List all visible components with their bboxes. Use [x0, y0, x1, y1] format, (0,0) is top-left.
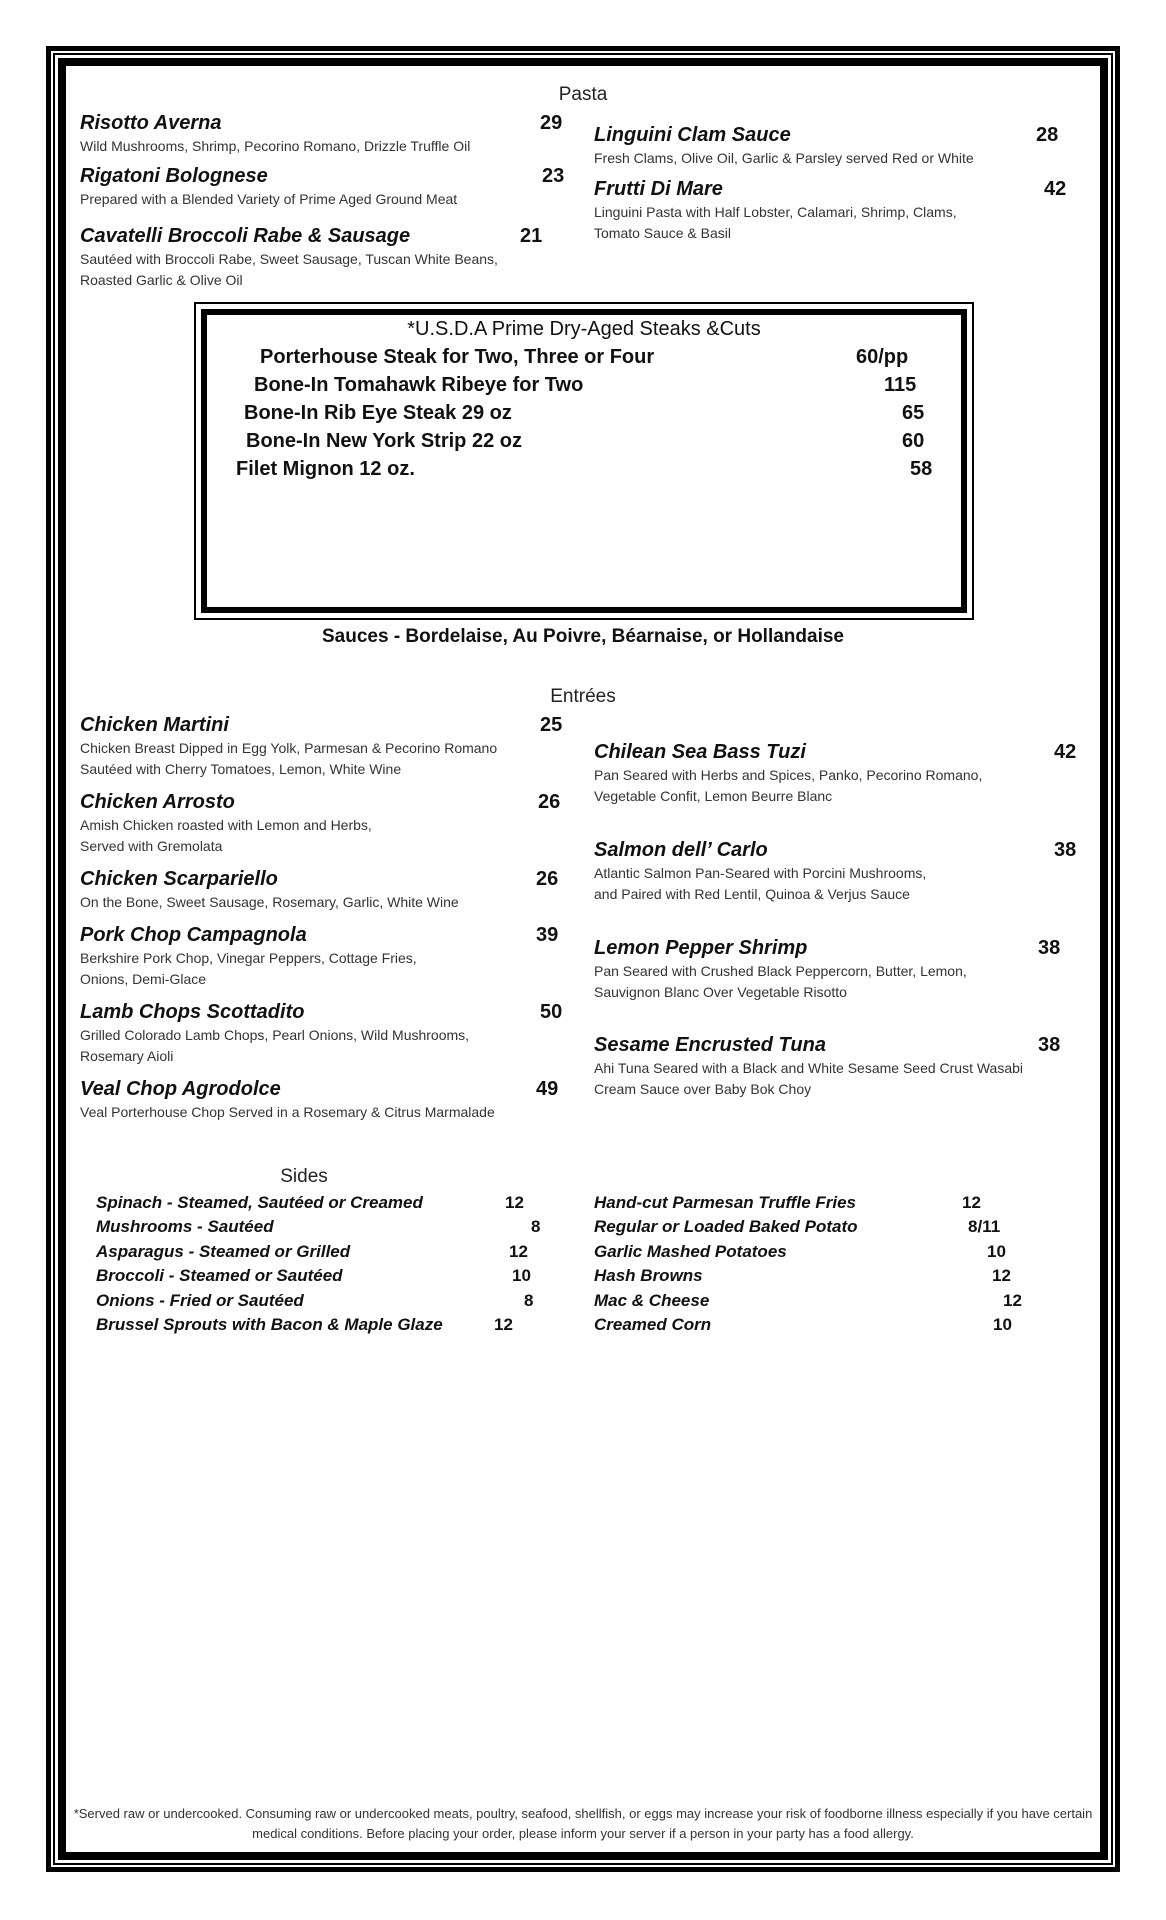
side-price: 12 — [992, 1266, 1011, 1285]
side-price: 10 — [993, 1315, 1012, 1334]
item-description: On the Bone, Sweet Sausage, Rosemary, Garlic, White Wine — [80, 894, 459, 910]
side-name: Creamed Corn — [594, 1315, 712, 1334]
side-price: 12 — [962, 1193, 981, 1212]
item-name: Salmon dell’ Carlo — [594, 839, 768, 861]
item-name: Rigatoni Bolognese — [80, 165, 268, 187]
item-description: Chicken Breast Dipped in Egg Yolk, Parmesan & Pecorino Romano Sautéed with Cherry Tomatoes, Lemon, White Wine — [80, 740, 498, 777]
item-description: Prepared with a Blended Variety of Prime Aged Ground Meat — [80, 191, 458, 207]
steak-price: 65 — [902, 402, 925, 424]
item-description: Pan Seared with Crushed Black Peppercorn, Butter, Lemon, Sauvignon Blanc Over Vegetable Risotto — [594, 963, 967, 1000]
side-name: Asparagus - Steamed or Grilled — [96, 1242, 351, 1261]
item-price: 50 — [540, 1001, 563, 1023]
item-description: Fresh Clams, Olive Oil, Garlic & Parsley served Red or White — [594, 150, 974, 166]
steak-name: Filet Mignon 12 oz. — [236, 458, 415, 480]
side-price: 10 — [987, 1242, 1006, 1261]
item-description: Atlantic Salmon Pan-Seared with Porcini Mushrooms, and Paired with Red Lentil, Quinoa & Verjus Sauce — [594, 865, 927, 902]
item-price: 49 — [536, 1078, 559, 1100]
item-name: Chilean Sea Bass Tuzi — [594, 741, 806, 763]
item-name: Pork Chop Campagnola — [80, 924, 307, 946]
side-price: 12 — [505, 1193, 524, 1212]
item-price: 42 — [1044, 178, 1067, 200]
item-price: 39 — [536, 924, 559, 946]
item-price: 26 — [538, 791, 561, 813]
pasta-heading: Pasta — [558, 84, 608, 105]
sauces-line: Sauces - Bordelaise, Au Poivre, Béarnaise, or Hollandaise — [322, 626, 844, 647]
item-name: Cavatelli Broccoli Rabe & Sausage — [80, 225, 411, 247]
side-name: Spinach - Steamed, Sautéed or Creamed — [96, 1193, 423, 1212]
side-name: Hand-cut Parmesan Truffle Fries — [594, 1193, 857, 1212]
side-name: Mushrooms - Sautéed — [96, 1217, 274, 1236]
item-description: Sautéed with Broccoli Rabe, Sweet Sausage, Tuscan White Beans, Roasted Garlic & Olive Oil — [80, 251, 498, 288]
side-name: Garlic Mashed Potatoes — [594, 1242, 787, 1261]
item-price: 28 — [1036, 124, 1059, 146]
item-price: 42 — [1054, 741, 1077, 763]
item-price: 38 — [1054, 839, 1077, 861]
steak-price: 58 — [910, 458, 933, 480]
side-price: 12 — [509, 1242, 528, 1261]
steak-name: Porterhouse Steak for Two, Three or Four — [260, 346, 655, 368]
side-name: Broccoli - Steamed or Sautéed — [96, 1266, 343, 1285]
sides-heading: Sides — [280, 1166, 328, 1187]
item-name: Sesame Encrusted Tuna — [594, 1034, 826, 1056]
steak-name: Bone-In Rib Eye Steak 29 oz — [244, 402, 512, 424]
item-name: Chicken Arrosto — [80, 791, 235, 813]
item-description: Amish Chicken roasted with Lemon and Herbs, Served with Gremolata — [80, 817, 372, 854]
side-name: Mac & Cheese — [594, 1291, 710, 1310]
item-price: 26 — [536, 868, 559, 890]
side-name: Onions - Fried or Sautéed — [96, 1291, 304, 1310]
side-name: Regular or Loaded Baked Potato — [594, 1217, 858, 1236]
item-name: Risotto Averna — [80, 112, 222, 134]
side-price: 10 — [512, 1266, 531, 1285]
steak-name: Bone-In New York Strip 22 oz — [246, 430, 522, 452]
side-price: 12 — [1003, 1291, 1022, 1310]
item-price: 25 — [540, 714, 563, 736]
item-price: 29 — [540, 112, 563, 134]
item-description: Ahi Tuna Seared with a Black and White Sesame Seed Crust Wasabi Cream Sauce over Baby Bok Choy — [594, 1060, 1024, 1097]
item-description: Veal Porterhouse Chop Served in a Rosemary & Citrus Marmalade — [80, 1104, 495, 1120]
item-name: Lamb Chops Scottadito — [80, 1001, 305, 1023]
side-name: Brussel Sprouts with Bacon & Maple Glaze — [96, 1315, 443, 1334]
item-name: Lemon Pepper Shrimp — [594, 937, 808, 959]
item-name: Frutti Di Mare — [594, 178, 723, 200]
steak-name: Bone-In Tomahawk Ribeye for Two — [254, 374, 584, 396]
item-description: Berkshire Pork Chop, Vinegar Peppers, Cottage Fries, Onions, Demi-Glace — [80, 950, 417, 987]
steak-price: 60 — [902, 430, 925, 452]
item-description: Grilled Colorado Lamb Chops, Pearl Onions, Wild Mushrooms, Rosemary Aioli — [80, 1027, 470, 1064]
allergy-disclaimer: *Served raw or undercooked. Consuming raw or undercooked meats, poultry, seafood, shellfish, or eggs may increase your risk of foodborne illness especially if you have certain medical conditions. Before placing your order, please inform your server if a person in your party has a food allergy. — [73, 1806, 1093, 1841]
item-description: Wild Mushrooms, Shrimp, Pecorino Romano, Drizzle Truffle Oil — [80, 138, 471, 154]
side-price: 8/11 — [968, 1217, 1001, 1236]
side-price: 8 — [531, 1217, 541, 1236]
item-price: 23 — [542, 165, 565, 187]
steaks-heading: *U.S.D.A Prime Dry-Aged Steaks &Cuts — [407, 318, 761, 340]
entrees-heading: Entrées — [550, 686, 616, 707]
item-name: Chicken Martini — [80, 714, 229, 736]
side-price: 8 — [524, 1291, 534, 1310]
item-price: 21 — [520, 225, 543, 247]
steak-price: 60/pp — [856, 346, 909, 368]
item-price: 38 — [1038, 937, 1061, 959]
side-name: Hash Browns — [594, 1266, 703, 1285]
item-name: Chicken Scarpariello — [80, 868, 278, 890]
item-name: Veal Chop Agrodolce — [80, 1078, 281, 1100]
item-price: 38 — [1038, 1034, 1061, 1056]
item-description: Pan Seared with Herbs and Spices, Panko, Pecorino Romano, Vegetable Confit, Lemon Beurre Blanc — [594, 767, 983, 804]
item-name: Linguini Clam Sauce — [594, 124, 791, 146]
item-description: Linguini Pasta with Half Lobster, Calamari, Shrimp, Clams, Tomato Sauce & Basil — [594, 204, 957, 241]
side-price: 12 — [494, 1315, 513, 1334]
steak-price: 115 — [884, 374, 917, 396]
